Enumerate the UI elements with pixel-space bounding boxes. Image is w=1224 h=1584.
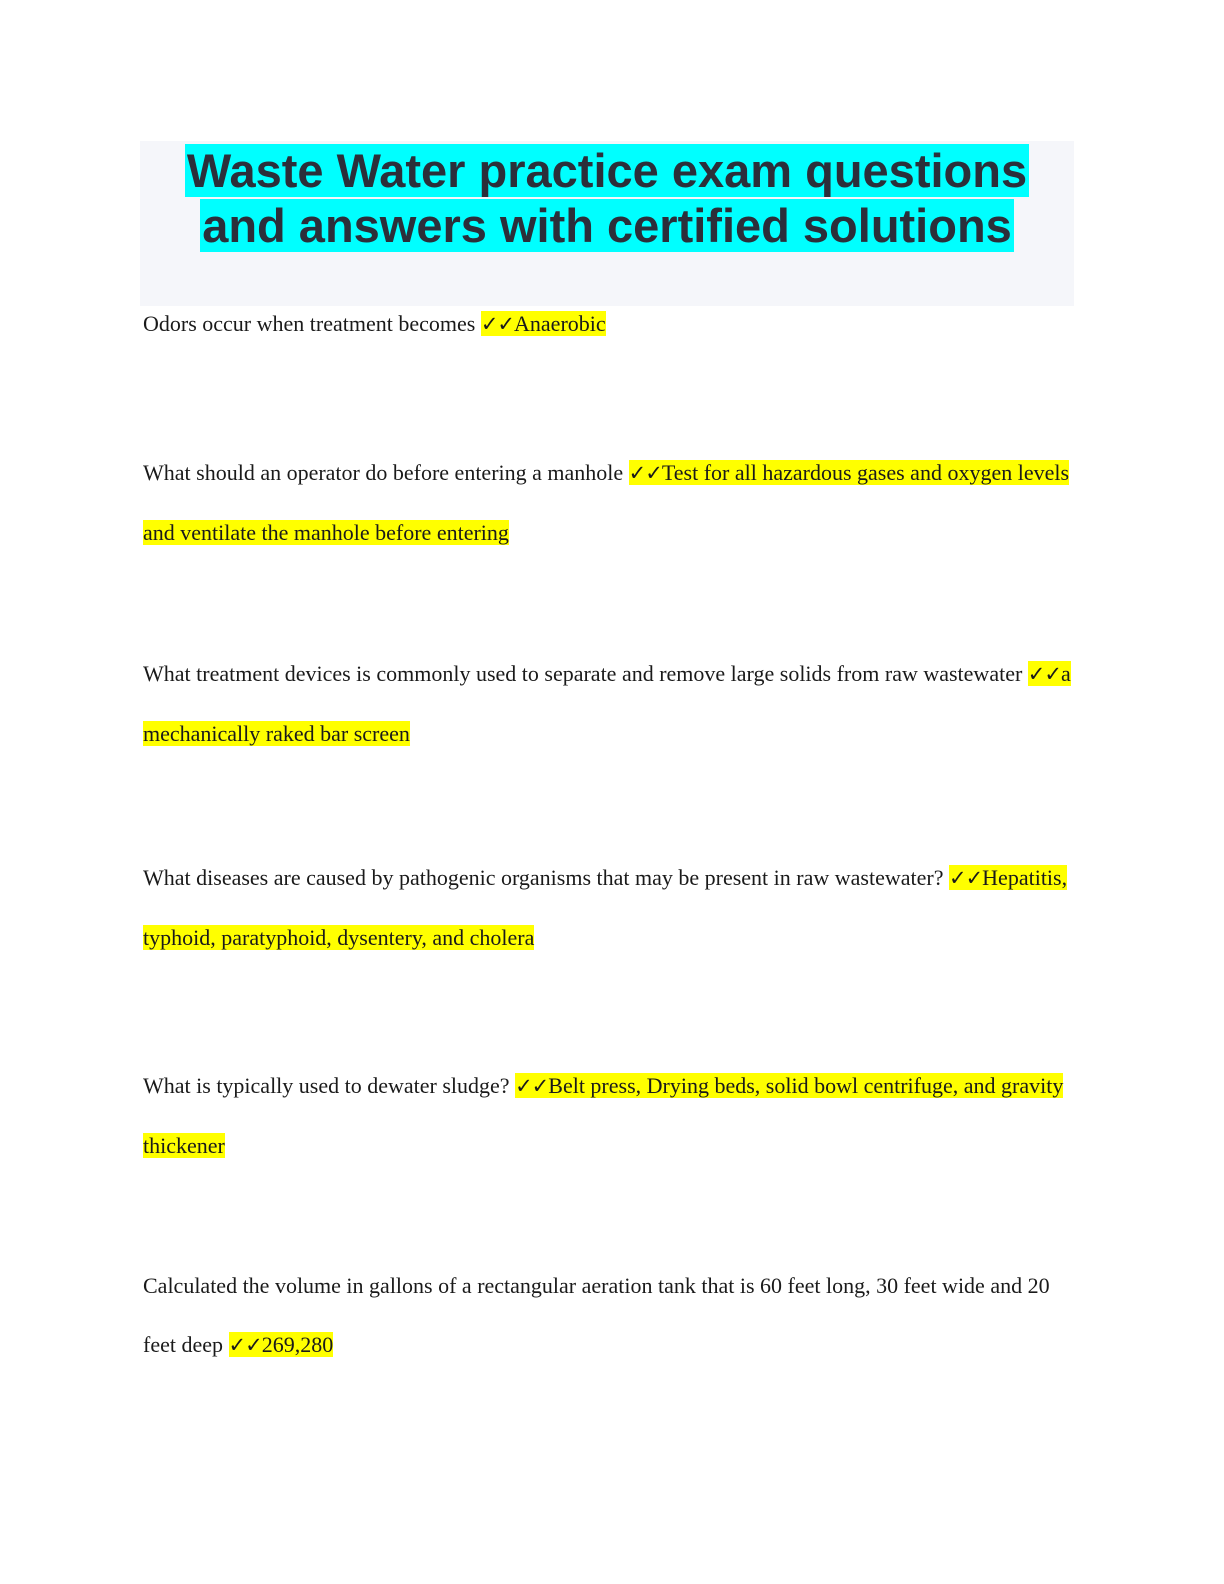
double-check-icon: ✓✓ <box>480 312 515 336</box>
question-text: What should an operator do before entering a manhole <box>143 460 629 485</box>
question-text: What treatment devices is commonly used to separate and remove large solids from raw wastewater <box>143 661 1028 686</box>
answer-text: Anaerobic <box>514 311 606 336</box>
double-check-icon: ✓✓ <box>628 461 662 485</box>
qa-item-3 <box>143 644 1078 763</box>
question-text: What diseases are caused by pathogenic organisms that may be present in raw wastewater? <box>143 865 949 890</box>
answer-highlight <box>481 311 606 336</box>
page-title <box>140 141 1074 253</box>
answer-text: Hepatitis, typhoid, paratyphoid, dysentery, and cholera <box>143 865 1068 950</box>
qa-item-2 <box>143 443 1078 562</box>
answer-text: 269,280 <box>261 1332 334 1357</box>
title-block <box>140 141 1074 306</box>
answer-text: a mechanically raked bar screen <box>143 661 1071 746</box>
qa-item-5 <box>143 1056 1078 1175</box>
title-line-2: and answers with certified solutions <box>202 199 1012 252</box>
qa-item-6 <box>143 1256 1078 1375</box>
qa-item-1 <box>143 294 1078 354</box>
title-line-1: Waste Water practice exam questions <box>186 144 1028 197</box>
qa-item-4 <box>143 848 1078 967</box>
answer-highlight <box>229 1332 334 1357</box>
answer-text: Test for all hazardous gases and oxygen levels and ventilate the manhole before entering <box>143 460 1070 545</box>
double-check-icon: ✓✓ <box>515 1074 549 1098</box>
double-check-icon: ✓✓ <box>948 866 983 890</box>
question-text: Odors occur when treatment becomes <box>143 311 481 336</box>
double-check-icon: ✓✓ <box>228 1333 262 1357</box>
question-text: What is typically used to dewater sludge? <box>143 1073 516 1098</box>
answer-text: Belt press, Drying beds, solid bowl centrifuge, and gravity thickener <box>143 1073 1064 1158</box>
double-check-icon: ✓✓ <box>1027 662 1061 686</box>
question-text: Calculated the volume in gallons of a rectangular aeration tank that is 60 feet long, 30 feet wide and 20 feet deep <box>143 1273 1050 1357</box>
